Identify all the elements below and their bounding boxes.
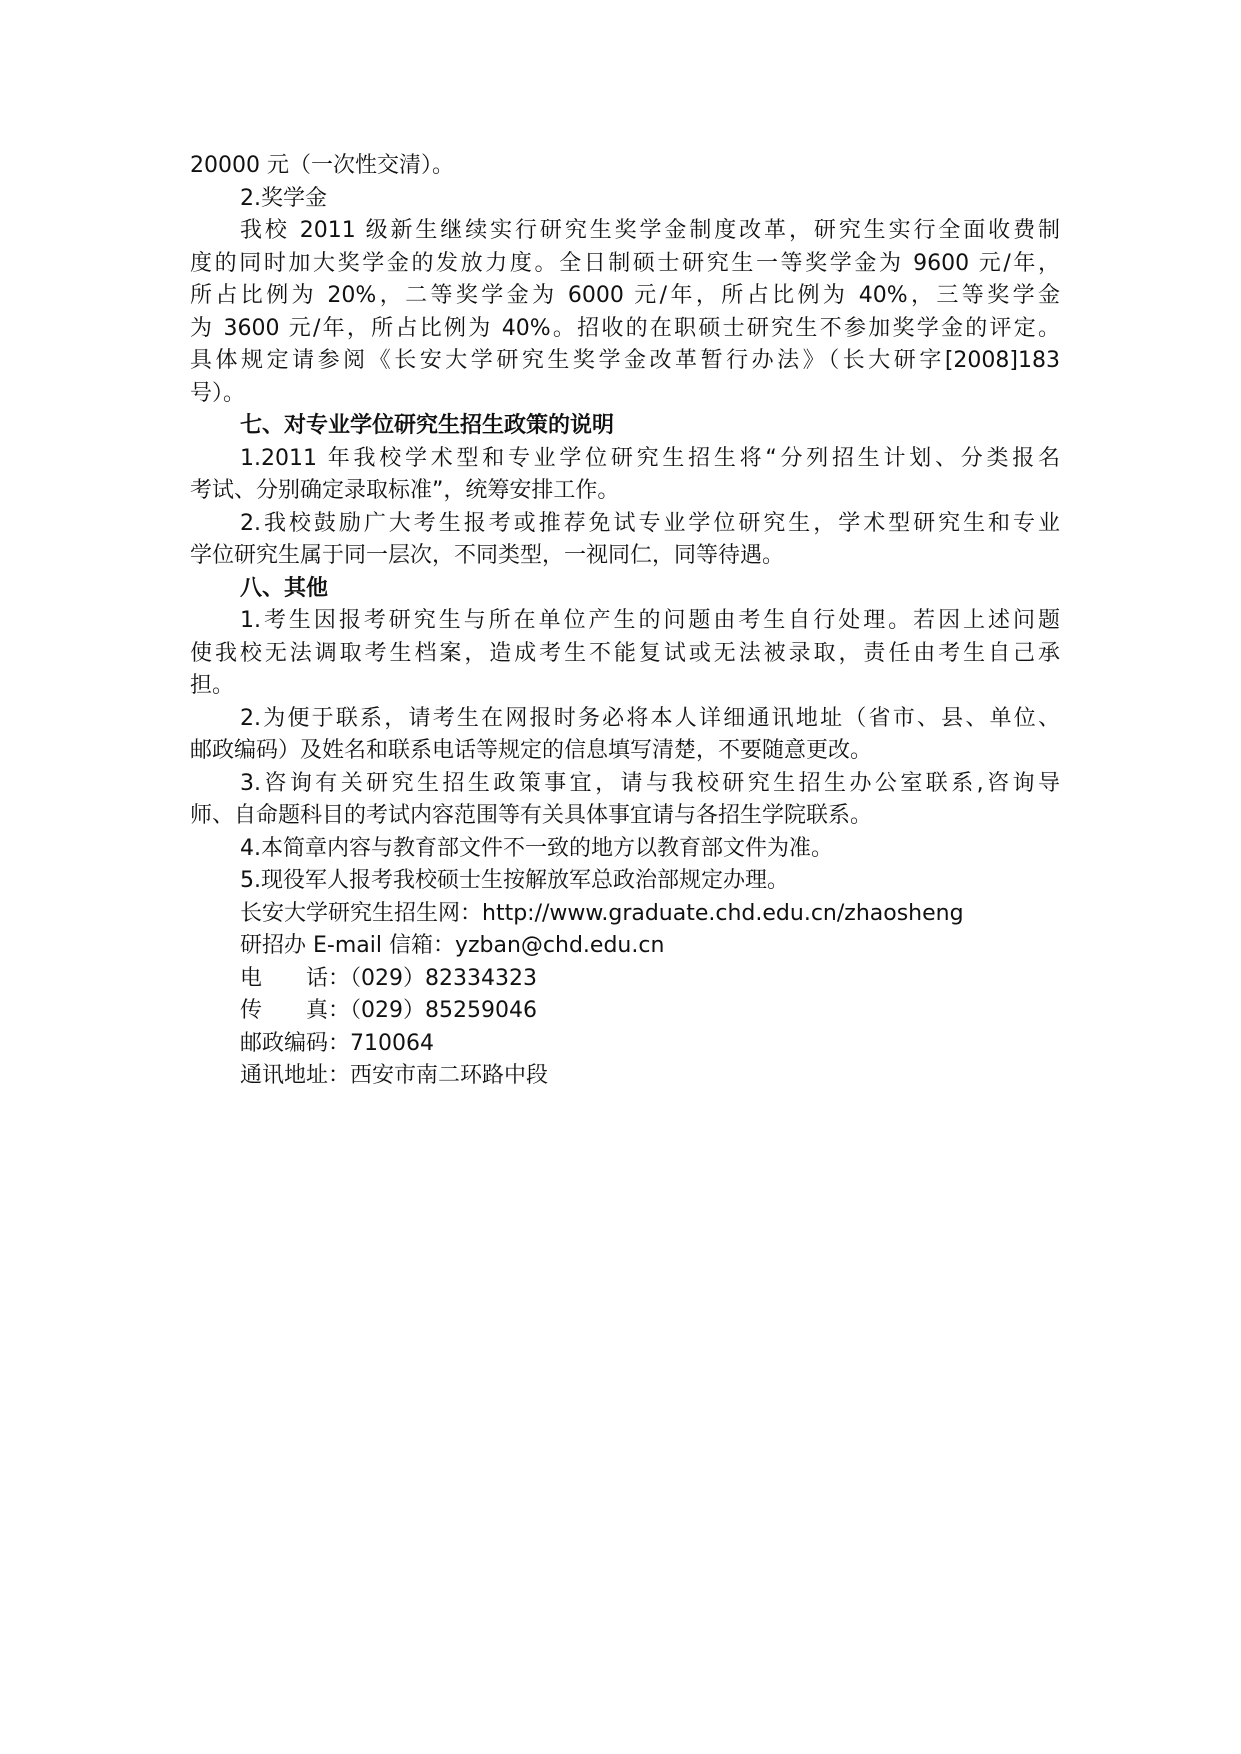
paragraph-line: 号）。	[190, 380, 246, 406]
section-7-paragraph-1	[190, 443, 1060, 508]
section-8-paragraph-1	[190, 605, 1060, 703]
paragraph-line: 1.考生因报考研究生与所在单位产生的问题由考生自行处理。若因上述问题	[240, 608, 1060, 633]
contact-phone: 电 话：（029）82334323	[240, 965, 537, 991]
section-8-heading: 八、其他	[240, 575, 329, 601]
paragraph-line: 学位研究生属于同一层次，不同类型，一视同仁，同等待遇。	[190, 543, 785, 568]
contact-block	[190, 898, 1060, 1093]
section-7-heading: 七、对专业学位研究生招生政策的说明	[240, 413, 615, 438]
scholarship-paragraph	[190, 215, 1060, 410]
paragraph-line: 1.2011 年我校学术型和专业学位研究生招生将“分列招生计划、分类报名	[240, 445, 1060, 471]
paragraph-line: 邮政编码）及姓名和联系电话等规定的信息填写清楚，不要随意更改。	[190, 738, 873, 763]
tuition-continuation: 20000 元（一次性交清）。	[190, 153, 454, 178]
section-7-paragraph-2	[190, 508, 1060, 573]
contact-postcode: 邮政编码：710064	[240, 1030, 434, 1056]
paragraph-line: 考试、分别确定录取标准”，统筹安排工作。	[190, 478, 620, 503]
paragraph-line: 2.我校鼓励广大考生报考或推荐免试专业学位研究生，学术型研究生和专业	[240, 510, 1060, 536]
document-page	[190, 150, 1060, 1093]
paragraph-line: 3.咨询有关研究生招生政策事宜，请与我校研究生招生办公室联系,咨询导	[240, 770, 1060, 796]
paragraph-line: 师、自命题科目的考试内容范围等有关具体事宜请与各招生学院联系。	[190, 803, 873, 828]
section-8-paragraph-5: 5.现役军人报考我校硕士生按解放军总政治部规定办理。	[240, 868, 789, 893]
paragraph-line: 度的同时加大奖学金的发放力度。全日制硕士研究生一等奖学金为 9600 元/年，	[190, 250, 1060, 276]
contact-fax: 传 真：（029）85259046	[240, 998, 537, 1023]
paragraph-line: 使我校无法调取考生档案，造成考生不能复试或无法被录取，责任由考生自己承	[190, 640, 1060, 666]
contact-email: 研招办 E-mail 信箱：yzban@chd.edu.cn	[240, 933, 665, 958]
paragraph-line: 担。	[190, 673, 235, 698]
section-8-paragraph-3	[190, 768, 1060, 833]
contact-address: 通讯地址：西安市南二环路中段	[240, 1063, 549, 1088]
contact-website: 长安大学研究生招生网：http://www.graduate.chd.edu.cn/zhaosheng	[240, 900, 964, 926]
section-8-paragraph-2	[190, 703, 1060, 768]
paragraph-line: 所占比例为 20%，二等奖学金为 6000 元/年，所占比例为 40%，三等奖学金	[190, 283, 1060, 308]
paragraph-line: 2.为便于联系，请考生在网报时务必将本人详细通讯地址（省市、县、单位、	[240, 705, 1060, 731]
scholarship-title: 2.奖学金	[240, 185, 327, 211]
section-8-paragraph-4: 4.本简章内容与教育部文件不一致的地方以教育部文件为准。	[240, 835, 833, 861]
paragraph-line: 具体规定请参阅《长安大学研究生奖学金改革暂行办法》（长大研字[2008]183	[190, 348, 1060, 373]
paragraph-line: 为 3600 元/年，所占比例为 40%。招收的在职硕士研究生不参加奖学金的评定。	[190, 315, 1060, 341]
paragraph-line: 我校 2011 级新生继续实行研究生奖学金制度改革，研究生实行全面收费制	[240, 218, 1060, 243]
